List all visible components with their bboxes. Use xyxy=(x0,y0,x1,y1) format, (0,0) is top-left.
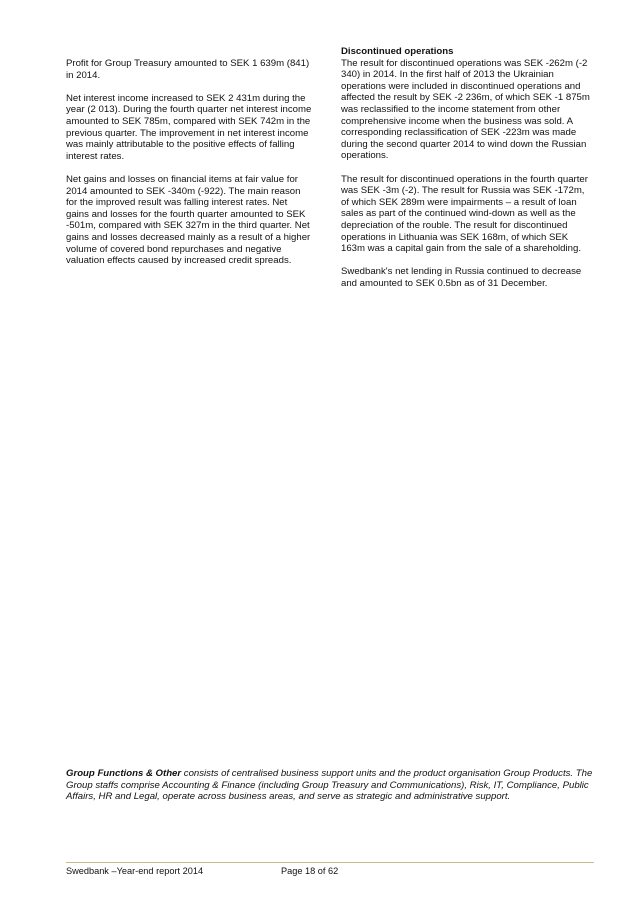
paragraph-fourth-quarter-result: The result for discontinued operations in the fourth quarter was SEK -3m (-2). The result for Russia was SEK -172m, of which SEK 289m were impairments – a result of loan sales as part of the continued wind-down as well as the depreciation of the rouble. The result for discontinued operations in Lithuania was SEK 168m, of which SEK 163m was a capital gain from the sale of a shareholding. xyxy=(341,173,588,255)
paragraph-net-interest-income: Net interest income increased to SEK 2 431m during the year (2 013). During the fourth quarter net interest income amounted to SEK 785m, compared with SEK 742m in the previous quarter. The improvement in net interest income was mainly attributable to the positive effects of falling interest rates. xyxy=(66,92,312,162)
group-functions-text: consists of centralised business support units and the product organisation Group Products. The Group staffs comprise Accounting & Finance (including Group Treasury and Communications), Risk, IT, Compliance, Public Affairs, HR and Legal, operate across business areas, and serve as strategic and administrative support. xyxy=(66,768,593,803)
footer-page-number: Page 18 of 62 xyxy=(281,866,339,876)
paragraph-discontinued-result: The result for discontinued operations was SEK -262m (-2 340) in 2014. In the first half of 2013 the Ukrainian operations were included in discontinued operations and affected the result by SEK -2 236m, of which SEK -1 875m was reclassified to the income statement from other comprehensive income when the business was sold. A corresponding reclassification of SEK -223m was made during the second quarter 2014 to wind down the Russian operations. xyxy=(341,57,590,162)
paragraph-net-gains-losses: Net gains and losses on financial items at fair value for 2014 amounted to SEK -340m (-922). The main reason for the improved result was falling interest rates. Net gains and losses for the fourth quarter amounted to SEK -501m, compared with SEK 327m in the third quarter. Net gains and losses decreased mainly as a result of a higher volume of covered bond repurchases and negative valuation effects caused by increased credit spreads. xyxy=(66,173,311,267)
left-column xyxy=(66,58,312,278)
footer-divider xyxy=(66,862,594,863)
group-functions-title: Group Functions & Other xyxy=(66,768,182,779)
footer-report-title: Swedbank –Year-end report 2014 xyxy=(66,866,204,876)
paragraph-treasury-profit: Profit for Group Treasury amounted to SEK 1 639m (841) in 2014. xyxy=(66,58,310,81)
group-functions-note xyxy=(66,768,594,803)
section-heading-discontinued-operations: Discontinued operations xyxy=(341,46,454,57)
paragraph-russia-lending: Swedbank's net lending in Russia continued to decrease and amounted to SEK 0.5bn as of 31 December. xyxy=(341,266,582,289)
right-column xyxy=(341,46,591,301)
